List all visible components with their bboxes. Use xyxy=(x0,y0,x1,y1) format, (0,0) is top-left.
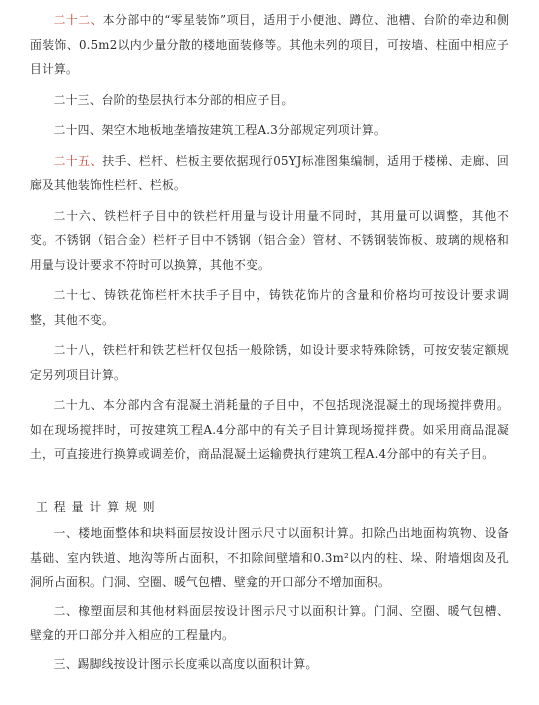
paragraph-number: 二十四、 xyxy=(53,123,102,137)
rule-2 xyxy=(30,599,509,648)
rule-text: 踢脚线按设计图示长度乘以高度以面积计算。 xyxy=(77,656,318,671)
rule-text: 橡塑面层和其他材料面层按设计图示尺寸以面积计算。门洞、空圈、暖气包槽、壁龛的开口部分并入相应的工程量内。 xyxy=(30,603,509,642)
paragraph-text: 本分部内含有混凝土消耗量的子目中，不包括现浇混凝土的现场搅拌费用。如在现场搅拌时，可按建筑工程A.4分部中的有关子目计算现场搅拌费。如采用商品混凝土，可直接进行换算或调差价，商品混凝土运输费执行建筑工程A.4分部中的有关子目。 xyxy=(30,398,509,461)
paragraph-text: 本分部中的“零星装饰”项目，适用于小便池、蹲位、池槽、台阶的牵边和侧面装饰、0.5m2以内少量分散的楼地面装修等。其他未列的项目，可按墙、柱面中相应子目计算。 xyxy=(30,13,509,76)
paragraph-23 xyxy=(30,88,509,113)
section-title: 工程量计算规则 xyxy=(36,499,161,514)
paragraph-text: 铁栏杆和铁艺栏杆仅包括一般除锈，如设计要求特殊除锈，可按安装定额规定另列项目计算。 xyxy=(30,343,509,382)
paragraph-text: 架空木地板地垄墙按建筑工程A.3分部规定列项计算。 xyxy=(101,123,386,137)
paragraph-number: 二十七、 xyxy=(53,288,105,302)
paragraph-24 xyxy=(30,118,509,143)
rule-number: 一、 xyxy=(53,526,79,540)
section-spacer xyxy=(30,473,509,495)
paragraph-25 xyxy=(30,149,509,198)
paragraph-26 xyxy=(30,204,509,278)
rule-text: 楼地面整体和块料面层按设计图示尺寸以面积计算。扣除凸出地面构筑物、设备基础、室内铁道、地沟等所占面积，不扣除间壁墙和0.3m²以内的柱、垛、附墙烟囱及孔洞所占面积。门洞、空圈、暖气包槽、壁龛的开口部分不增加面积。 xyxy=(30,526,509,589)
rule-number: 三、 xyxy=(53,656,78,671)
paragraph-number: 二十三、 xyxy=(53,92,102,107)
rule-1 xyxy=(30,521,509,595)
paragraph-number: 二十六、 xyxy=(53,208,105,223)
paragraph-text: 扶手、栏杆、栏板主要依据现行05YJ标准图集编制，适用于楼梯、走廊、回廊及其他装饰性栏杆、栏板。 xyxy=(30,153,509,192)
paragraph-27 xyxy=(30,283,509,332)
rule-3 xyxy=(30,652,509,677)
rule-number: 二、 xyxy=(53,603,79,618)
paragraph-28 xyxy=(30,338,509,387)
paragraph-number: 二十九、 xyxy=(53,398,103,412)
paragraph-number: 二十二、 xyxy=(53,13,103,27)
paragraph-text: 台阶的垫层执行本分部的相应子目。 xyxy=(101,92,294,107)
paragraph-29 xyxy=(30,393,509,467)
paragraph-22 xyxy=(30,8,509,82)
paragraph-text: 铁栏杆子目中的铁栏杆用量与设计用量不同时，其用量可以调整，其他不变。不锈钢（铝合金）栏杆子目中不锈钢（铝合金）管材、不锈钢装饰板、玻璃的规格和用量与设计要求不符时可以换算，其他不变。 xyxy=(30,208,509,272)
paragraph-number: 二十五、 xyxy=(53,153,103,168)
paragraph-number: 二十八， xyxy=(53,343,103,357)
paragraph-text: 铸铁花饰栏杆木扶手子目中，铸铁花饰片的含量和价格均可按设计要求调整，其他不变。 xyxy=(30,288,509,327)
